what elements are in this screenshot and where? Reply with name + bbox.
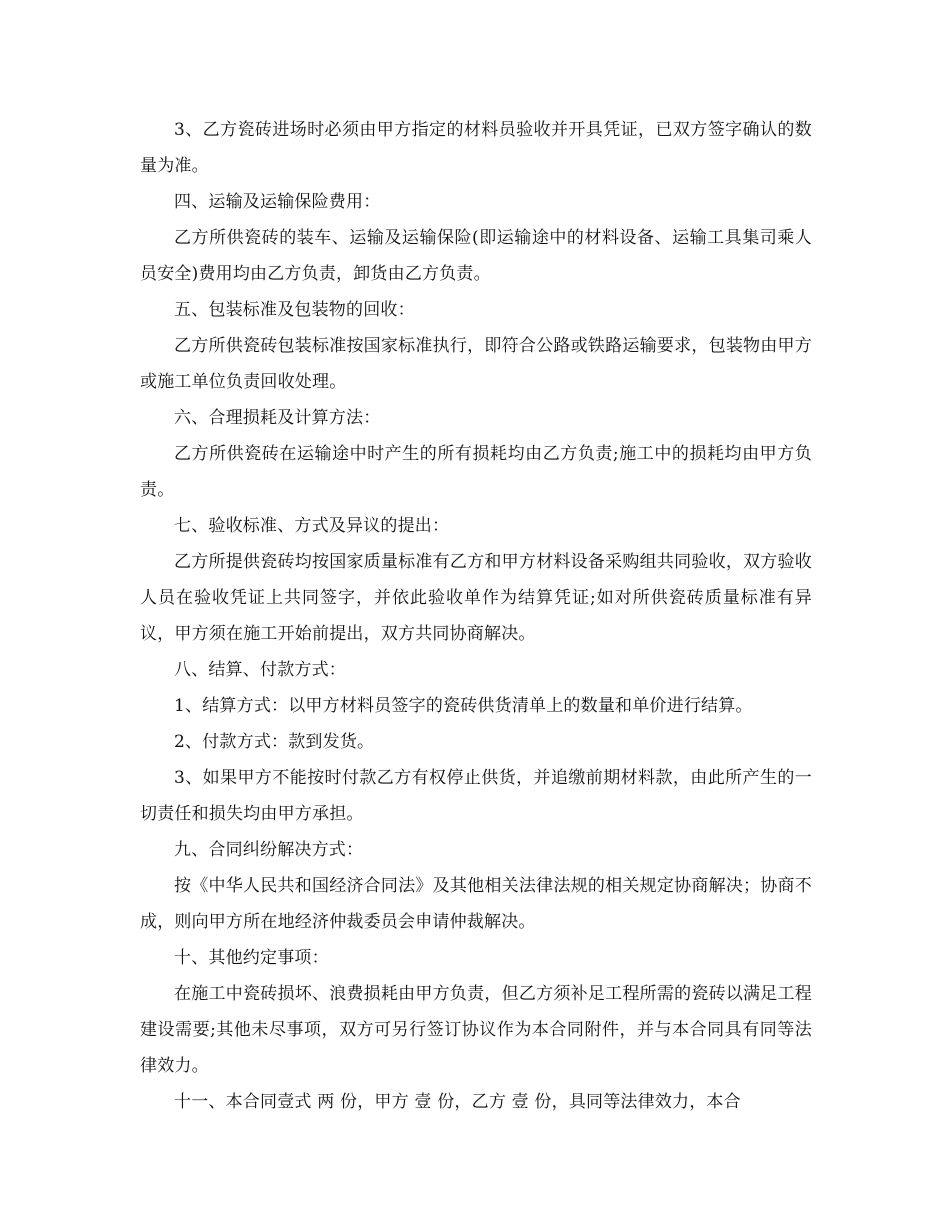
- section-heading-4: 四、运输及运输保险费用：: [174, 192, 381, 212]
- document-page: [140, 112, 812, 1120]
- section-heading-6: 六、合理损耗及计算方法：: [174, 408, 381, 428]
- paragraph-5: 乙方所提供瓷砖均按国家质量标准有乙方和甲方材料设备采购组共同验收，双方验收人员在验收凭证上共同签字，并依此验收单作为结算凭证;如对所供瓷砖质量标准有异议，甲方须在施工开始前提出，双方共同协商解决。: [140, 552, 812, 644]
- section-heading-9: 九、合同纠纷解决方式：: [174, 840, 364, 860]
- paragraph-4: 乙方所供瓷砖在运输途中时产生的所有损耗均由乙方负责;施工中的损耗均由甲方负责。: [140, 444, 812, 500]
- paragraph-3: 乙方所供瓷砖包装标准按国家标准执行，即符合公路或铁路运输要求，包装物由甲方或施工单位负责回收处理。: [140, 336, 812, 392]
- paragraph-1: 3、乙方瓷砖进场时必须由甲方指定的材料员验收并开具凭证，已双方签字确认的数量为准。: [140, 120, 812, 176]
- paragraph-10: 在施工中瓷砖损坏、浪费损耗由甲方负责，但乙方须补足工程所需的瓷砖以满足工程建设需要;其他未尽事项，双方可另行签订协议作为本合同附件，并与本合同具有同等法律效力。: [140, 984, 812, 1076]
- paragraph-7: 2、付款方式：款到发货。: [174, 732, 375, 752]
- section-heading-7: 七、验收标准、方式及异议的提出：: [174, 516, 450, 536]
- section-heading-8: 八、结算、付款方式：: [174, 660, 346, 680]
- paragraph-2: 乙方所供瓷砖的装车、运输及运输保险(即运输途中的材料设备、运输工具集司乘人员安全)费用均由乙方负责，卸货由乙方负责。: [140, 228, 812, 284]
- section-heading-10: 十、其他约定事项：: [174, 948, 329, 968]
- paragraph-6: 1、结算方式：以甲方材料员签字的瓷砖供货清单上的数量和单价进行结算。: [174, 696, 753, 716]
- paragraph-11: 十一、本合同壹式 两 份，甲方 壹 份，乙方 壹 份，具同等法律效力，本合: [174, 1092, 741, 1112]
- paragraph-9: 按《中华人民共和国经济合同法》及其他相关法律法规的相关规定协商解决；协商不成，则向甲方所在地经济仲裁委员会申请仲裁解决。: [140, 876, 812, 932]
- paragraph-8: 3、如果甲方不能按时付款乙方有权停止供货，并追缴前期材料款，由此所产生的一切责任和损失均由甲方承担。: [140, 768, 812, 824]
- section-heading-5: 五、包装标准及包装物的回收：: [174, 300, 415, 320]
